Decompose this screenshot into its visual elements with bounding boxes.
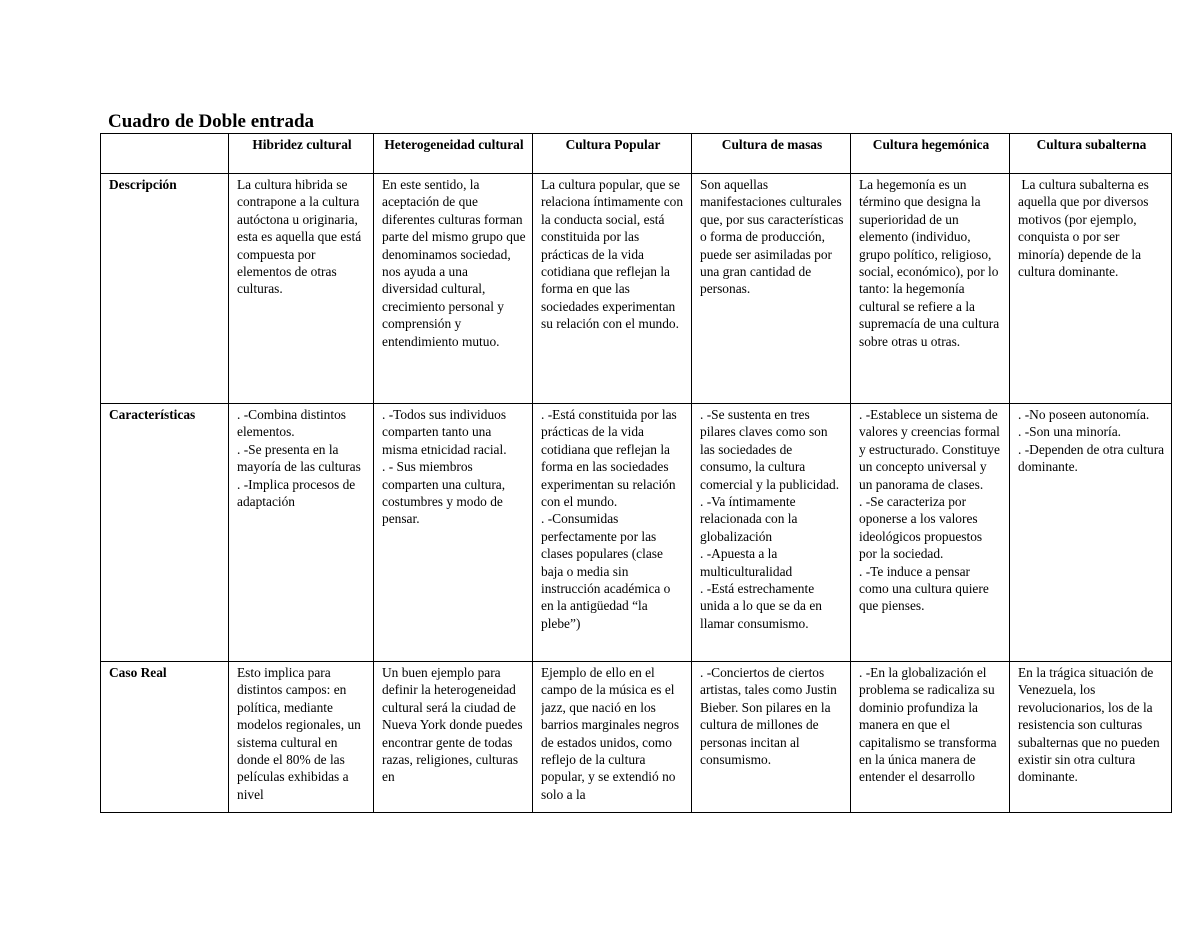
cell-text: . -En la globalización el problema se radicaliza su dominio profundiza la manera en que el capitalismo se transforma en la única manera de entender el desarrollo bbox=[859, 665, 1000, 785]
row-header: Caso Real bbox=[101, 662, 229, 813]
corner-cell bbox=[101, 134, 229, 174]
cell-text: . -Implica procesos de adaptación bbox=[237, 476, 359, 510]
table-cell bbox=[692, 404, 851, 662]
table-cell bbox=[1010, 404, 1172, 662]
table-cell bbox=[374, 662, 533, 813]
cell-clip bbox=[859, 664, 1003, 803]
column-header: Heterogeneidad cultural bbox=[374, 134, 533, 174]
cell-text: . -Apuesta a la multiculturalidad bbox=[700, 546, 793, 579]
cell-text: . -Establece un sistema de valores y creencias formal y estructurado. Constituye un concepto universal y un panorama de clases. bbox=[859, 407, 1004, 492]
table-cell bbox=[851, 174, 1010, 404]
cell-text: Esto implica para distintos campos: en política, mediante modelos regionales, un sistema cultural en donde el 80% de las películas exhibidas a nivel bbox=[237, 665, 365, 802]
table-cell bbox=[374, 174, 533, 404]
cell-text: . -No poseen autonomía. bbox=[1018, 407, 1150, 422]
table-cell bbox=[229, 174, 374, 404]
column-header: Hibridez cultural bbox=[229, 134, 374, 174]
table-cell bbox=[229, 662, 374, 813]
table-cell bbox=[1010, 174, 1172, 404]
cell-clip bbox=[541, 664, 685, 803]
cell-text: La cultura popular, que se relaciona íntimamente con la conducta social, está constituida por las prácticas de la vida cotidiana que reflejan la forma en que las sociedades experimentan su relación con el mundo. bbox=[541, 177, 687, 332]
cell-text: . -Se presenta en la mayoría de las culturas bbox=[237, 441, 361, 475]
cell-text: La cultura subalterna es aquella que por diversos motivos (por ejemplo, conquista o por ser minoría) depende de la cultura dominante. bbox=[1018, 177, 1153, 280]
table-cell bbox=[533, 662, 692, 813]
column-header: Cultura subalterna bbox=[1010, 134, 1172, 174]
cell-text: Un buen ejemplo para definir la heterogeneidad cultural será la ciudad de Nueva York donde puedes encontrar gente de todas razas, religiones, culturas en bbox=[382, 665, 526, 785]
column-header: Cultura Popular bbox=[533, 134, 692, 174]
cell-text: . -Combina distintos elementos. bbox=[237, 407, 350, 440]
cell-text: . -Conciertos de ciertos artistas, tales como Justin Bieber. Son pilares en la cultura de millones de personas incitan al consumismo. bbox=[700, 665, 841, 768]
cell-text: En este sentido, la aceptación de que diferentes culturas forman parte del mismo grupo que denominamos sociedad, nos ayuda a una diversidad cultural, crecimiento personal y comprensión y entendimiento mutuo. bbox=[382, 177, 529, 349]
cell-text: . -Consumidas perfectamente por las clases populares (clase baja o media sin instrucción académica o en la antigüedad “la plebe”) bbox=[541, 511, 674, 631]
cell-text: . -Todos sus individuos comparten tanto una misma etnicidad racial. bbox=[382, 407, 510, 457]
cell-clip bbox=[382, 664, 526, 803]
table-cell bbox=[851, 662, 1010, 813]
cell-text: . -Dependen de otra cultura dominante. bbox=[1018, 441, 1168, 475]
row-header: Descripción bbox=[101, 174, 229, 404]
table-cell bbox=[692, 662, 851, 813]
table-row bbox=[101, 174, 1172, 404]
table-cell bbox=[692, 174, 851, 404]
cell-text: . -Son una minoría. bbox=[1018, 424, 1122, 440]
table-cell bbox=[229, 404, 374, 662]
cell-text: . -Está constituida por las prácticas de la vida cotidiana que reflejan la forma en las sociedades experimentan su relación con el mundo. bbox=[541, 407, 681, 510]
cell-text: Son aquellas manifestaciones culturales que, por sus características o forma de producción, puede ser asimiladas por una gran cantidad de personas. bbox=[700, 177, 847, 297]
cell-text: En la trágica situación de Venezuela, los revolucionarios, los de la resistencia son culturas subalternas que no pueden existir sin otra cultura dominante. bbox=[1018, 665, 1164, 785]
header-row bbox=[101, 134, 1172, 174]
cell-clip bbox=[1018, 664, 1165, 803]
cell-clip bbox=[237, 664, 367, 803]
cell-text: La hegemonía es un término que designa la superioridad de un elemento (individuo, grupo político, religioso, social, económico), por lo tanto: la hegemonía cultural se refiere a la supremacía de una cultura sobre otras u otras. bbox=[859, 177, 1003, 349]
table-cell bbox=[533, 404, 692, 662]
table-row bbox=[101, 662, 1172, 813]
cell-text: Ejemplo de ello en el campo de la música es el jazz, que nació en los barrios marginales negros de estados unidos, como reflejo de la cultura popular, y se extendió no solo a la bbox=[541, 665, 683, 802]
cell-text: . -Se sustenta en tres pilares claves como son las sociedades de consumo, la cultura comercial y la publicidad. bbox=[700, 407, 840, 492]
cell-text: . -Está estrechamente unida a lo que se da en llamar consumismo. bbox=[700, 581, 826, 631]
cell-text: La cultura hibrida se contrapone a la cultura autóctona u originaria, esta es aquella que está compuesta por elementos de otras culturas. bbox=[237, 177, 365, 297]
table-cell bbox=[533, 174, 692, 404]
double-entry-table bbox=[100, 133, 1172, 813]
table-cell bbox=[374, 404, 533, 662]
column-header: Cultura de masas bbox=[692, 134, 851, 174]
table-cell bbox=[851, 404, 1010, 662]
table-cell bbox=[1010, 662, 1172, 813]
cell-text: . -Va íntimamente relacionada con la globalización bbox=[700, 494, 801, 544]
row-header: Características bbox=[101, 404, 229, 662]
page-title: Cuadro de Doble entrada bbox=[108, 111, 315, 132]
cell-clip bbox=[700, 664, 844, 803]
cell-text: . -Te induce a pensar como una cultura quiere que pienses. bbox=[859, 563, 993, 614]
cell-text: . - Sus miembros comparten una cultura, costumbres y modo de pensar. bbox=[382, 459, 509, 527]
table-row bbox=[101, 404, 1172, 662]
column-header: Cultura hegemónica bbox=[851, 134, 1010, 174]
cell-text: . -Se caracteriza por oponerse a los valores ideológicos propuestos por la sociedad. bbox=[859, 494, 986, 562]
